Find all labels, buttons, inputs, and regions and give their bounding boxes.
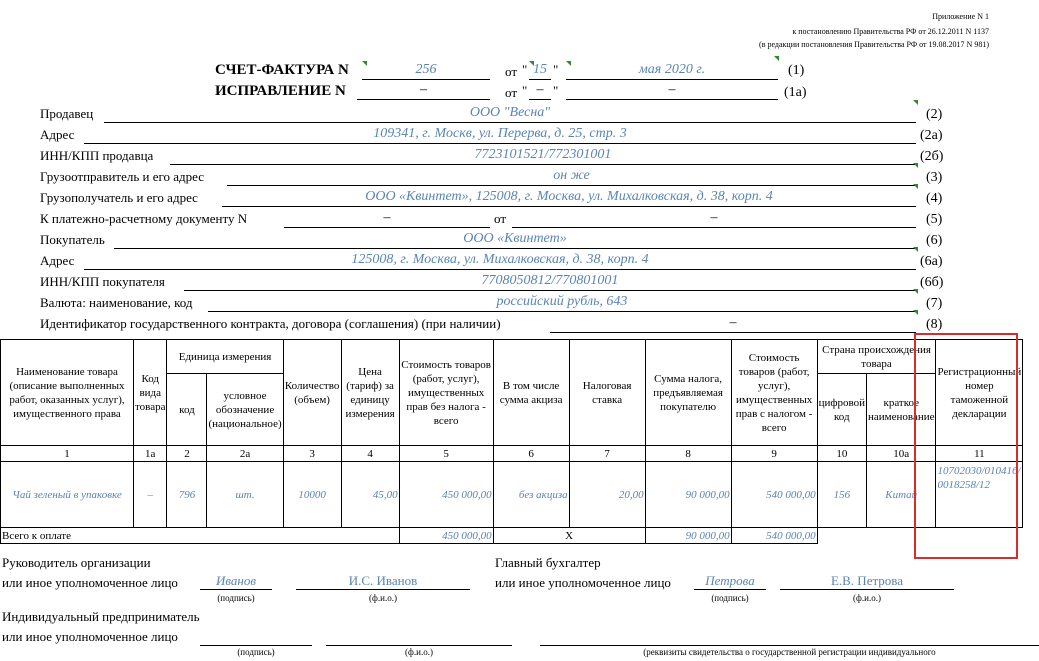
total-cost-no-tax: 450 000,00: [399, 528, 493, 544]
marker: [529, 61, 534, 66]
total-cost-with-tax: 540 000,00: [731, 528, 817, 544]
correction-day[interactable]: –: [529, 82, 551, 100]
correction-from-label: от: [505, 85, 518, 100]
field-code: (6б): [920, 275, 944, 290]
payment-doc-from-label: от: [494, 211, 507, 226]
buyer-inn-value[interactable]: 7708050812/770801001: [184, 273, 916, 291]
field-label: Идентификатор государственного контракта, договора (соглашения) (при наличии): [40, 316, 501, 331]
field-code: (5): [926, 212, 943, 227]
correction-title: ИСПРАВЛЕНИЕ N: [215, 83, 346, 99]
invoice-title: СЧЕТ-ФАКТУРА N: [215, 62, 349, 78]
cell-cost-no-tax[interactable]: 450 000,00: [399, 462, 493, 528]
invoice-month-year[interactable]: мая 2020 г.: [566, 62, 778, 80]
invoice-day[interactable]: 15: [529, 62, 551, 80]
marker: [913, 163, 918, 168]
col-number: 3: [283, 446, 341, 462]
invoice-code: (1): [788, 63, 805, 78]
field-code: (3): [926, 170, 943, 185]
appendix-line2: к постановлению Правительства РФ от 26.12.2011 N 1137: [792, 27, 989, 36]
shipper-value[interactable]: он же: [227, 168, 916, 186]
invoice-table: [0, 339, 1023, 544]
head-sign-caption: (подпись): [217, 593, 255, 603]
col-number: 11: [936, 446, 1023, 462]
col-number: 6: [493, 446, 569, 462]
header-country-name: краткое наименование: [867, 374, 936, 446]
accountant-line2: или иное уполномоченное лицо: [495, 575, 671, 590]
field-code: (7): [926, 296, 943, 311]
table-row: [1, 462, 1023, 528]
invoice-from-label: от: [505, 64, 518, 79]
field-label: Адрес: [40, 253, 75, 268]
ip-signature-line[interactable]: [200, 629, 312, 646]
ip-name-line[interactable]: [326, 629, 512, 646]
head-line1: Руководитель организации: [2, 555, 151, 570]
header-cost-no-tax: Стоимость товаров (работ, услуг), имущественных прав без налога - всего: [399, 340, 493, 446]
field-code: (8): [926, 317, 943, 332]
field-label: К платежно-расчетному документу N: [40, 211, 248, 226]
cell-unit-code[interactable]: 796: [167, 462, 207, 528]
column-numbers-row: [1, 446, 1023, 462]
currency-value[interactable]: российский рубль, 643: [208, 294, 916, 312]
ip-line2: или иное уполномоченное лицо: [2, 629, 178, 644]
col-number: 1а: [134, 446, 167, 462]
seller-inn-value[interactable]: 7723101521/772301001: [170, 147, 916, 165]
marker: [913, 100, 918, 105]
field-label: Грузополучатель и его адрес: [40, 190, 198, 205]
col-number: 10: [817, 446, 866, 462]
field-code: (6а): [920, 254, 943, 269]
ip-registration-caption: (реквизиты свидетельства о государственной регистрации индивидуального: [643, 647, 936, 657]
marker: [913, 247, 918, 252]
field-label: Валюта: наименование, код: [40, 295, 193, 310]
col-number: 4: [341, 446, 399, 462]
seller-value[interactable]: ООО "Весна": [104, 105, 916, 123]
header-customs: Регистрационный номер таможенной декларации: [936, 340, 1023, 446]
cell-cost-with-tax[interactable]: 540 000,00: [731, 462, 817, 528]
appendix-line3: (в редакции постановления Правительства РФ от 19.08.2017 N 981): [759, 40, 989, 49]
correction-date[interactable]: –: [566, 82, 778, 100]
accountant-signature[interactable]: Петрова: [694, 573, 766, 590]
head-name-caption: (ф.и.о.): [369, 593, 397, 603]
ip-line1: Индивидуальный предприниматель: [2, 609, 200, 624]
header-rate: Налоговая ставка: [569, 340, 645, 446]
consignee-value[interactable]: ООО «Квинтет», 125008, г. Москва, ул. Михалковская, д. 38, корп. 4: [222, 189, 916, 207]
marker: [362, 61, 367, 66]
correction-code: (1а): [784, 85, 807, 100]
ip-sign-caption: (подпись): [237, 647, 275, 657]
col-number: 1: [1, 446, 134, 462]
contract-value[interactable]: –: [550, 315, 916, 333]
field-label: ИНН/КПП продавца: [40, 148, 154, 163]
total-excise: Х: [493, 528, 645, 544]
header-country: Страна происхождения товара: [817, 340, 936, 374]
payment-doc-date[interactable]: –: [512, 210, 916, 228]
accountant-name[interactable]: Е.В. Петрова: [780, 573, 954, 590]
total-label: Всего к оплате: [1, 528, 400, 544]
cell-country-code[interactable]: 156: [817, 462, 866, 528]
buyer-value[interactable]: ООО «Квинтет»: [114, 231, 916, 249]
header-qty: Количество (объем): [283, 340, 341, 446]
header-unit-symbol: условное обозначение (национальное): [207, 374, 283, 446]
field-label: ИНН/КПП покупателя: [40, 274, 165, 289]
cell-customs[interactable]: 10702030/010416/0018258/12: [936, 462, 1023, 528]
header-unit: Единица измерения: [167, 340, 283, 374]
field-code: (4): [926, 191, 943, 206]
field-code: (6): [926, 233, 943, 248]
cell-price[interactable]: 45,00: [341, 462, 399, 528]
marker: [913, 310, 918, 315]
ip-registration-line[interactable]: [540, 629, 1039, 646]
head-name[interactable]: И.С. Иванов: [296, 573, 470, 590]
payment-doc-number[interactable]: –: [284, 210, 490, 228]
col-number: 2а: [207, 446, 283, 462]
col-number: 9: [731, 446, 817, 462]
field-label: Грузоотправитель и его адрес: [40, 169, 205, 184]
header-cost-with-tax: Стоимость товаров (работ, услуг), имущественных прав с налогом - всего: [731, 340, 817, 446]
buyer-address-value[interactable]: 125008, г. Москва, ул. Михалковская, д. 38, корп. 4: [84, 252, 916, 270]
cell-tax[interactable]: 90 000,00: [645, 462, 731, 528]
head-line2: или иное уполномоченное лицо: [2, 575, 178, 590]
marker: [566, 61, 571, 66]
header-kind-code: Код вида товара: [134, 340, 167, 446]
cell-name[interactable]: Чай зеленый в упаковке: [1, 462, 134, 528]
accountant-name-caption: (ф.и.о.): [853, 593, 881, 603]
col-number: 10а: [867, 446, 936, 462]
accountant-line1: Главный бухгалтер: [495, 555, 601, 570]
total-tax: 90 000,00: [645, 528, 731, 544]
quote-open: ": [522, 83, 528, 98]
field-label: Продавец: [40, 106, 94, 121]
field-label: Покупатель: [40, 232, 105, 247]
col-number: 5: [399, 446, 493, 462]
invoice-number[interactable]: 256: [362, 62, 490, 80]
col-number: 8: [645, 446, 731, 462]
customs-highlight-box: [914, 333, 1018, 559]
header-country-code: цифровой код: [817, 374, 866, 446]
appendix-line1: Приложение N 1: [932, 12, 989, 21]
field-code: (2б): [920, 149, 944, 164]
accountant-sign-caption: (подпись): [711, 593, 749, 603]
header-excise: В том числе сумма акциза: [493, 340, 569, 446]
cell-qty[interactable]: 10000: [283, 462, 341, 528]
header-name: Наименование товара (описание выполненных работ, оказанных услуг), имущественного права: [1, 340, 134, 446]
field-label: Адрес: [40, 127, 75, 142]
cell-rate[interactable]: 20,00: [569, 462, 645, 528]
header-unit-code: код: [167, 374, 207, 446]
marker: [774, 56, 779, 61]
quote-close: ": [553, 62, 559, 77]
quote-open: ": [522, 62, 528, 77]
cell-unit-symbol[interactable]: шт.: [207, 462, 283, 528]
marker: [913, 289, 918, 294]
marker: [913, 184, 918, 189]
header-tax: Сумма налога, предъявляемая покупателю: [645, 340, 731, 446]
cell-kind-code[interactable]: –: [134, 462, 167, 528]
quote-close: ": [553, 83, 559, 98]
ip-name-caption: (ф.и.о.): [405, 647, 433, 657]
correction-number[interactable]: –: [357, 82, 490, 100]
cell-country-name[interactable]: Китай: [867, 462, 936, 528]
head-signature[interactable]: Иванов: [200, 573, 272, 590]
header-price: Цена (тариф) за единицу измерения: [341, 340, 399, 446]
col-number: 2: [167, 446, 207, 462]
appendix-note: [932, 12, 989, 21]
seller-address-value[interactable]: 109341, г. Москв, ул. Перерва, д. 25, стр. 3: [84, 126, 916, 144]
col-number: 7: [569, 446, 645, 462]
field-code: (2а): [920, 128, 943, 143]
total-row: [1, 528, 1023, 544]
field-code: (2): [926, 107, 943, 122]
cell-excise[interactable]: без акциза: [493, 462, 569, 528]
